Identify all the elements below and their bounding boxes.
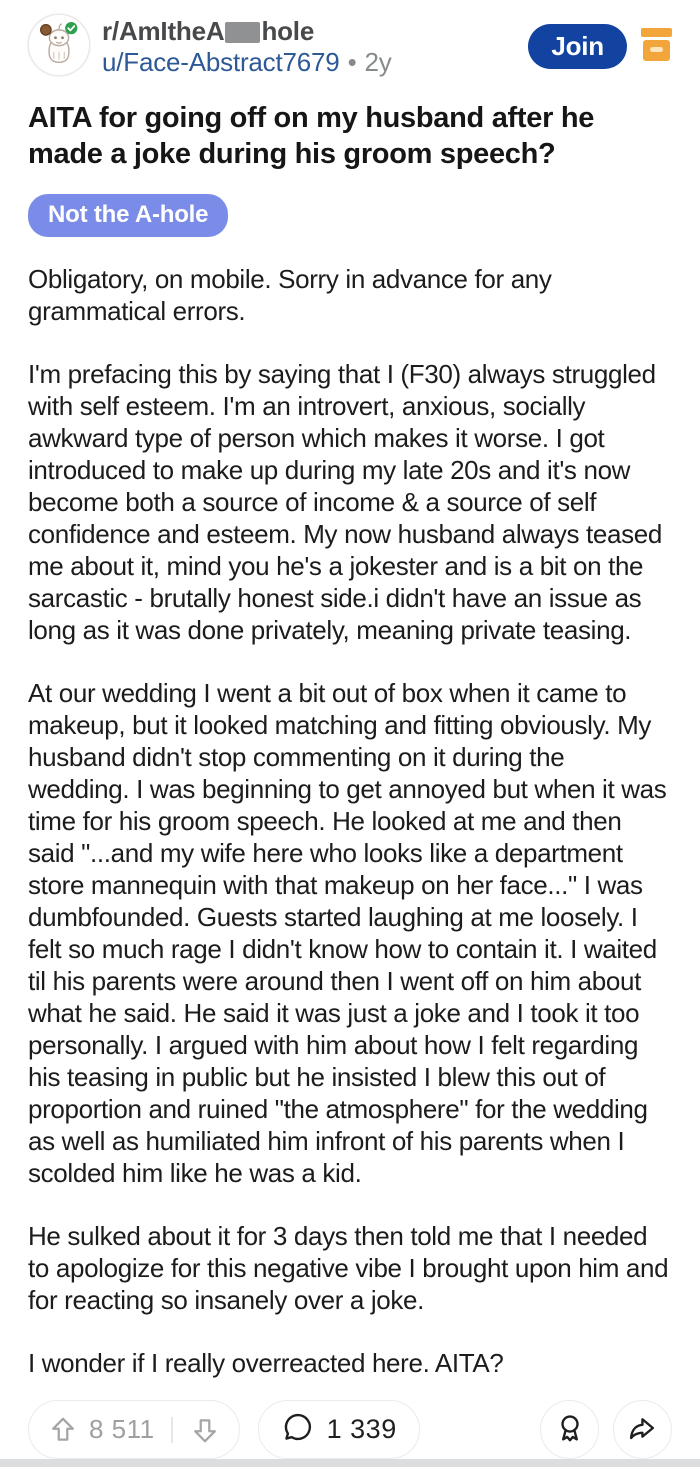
share-button[interactable] (613, 1400, 672, 1459)
share-arrow-icon (626, 1411, 660, 1448)
post-paragraph: Obligatory, on mobile. Sorry in advance for any grammatical errors. (28, 264, 552, 326)
post-header (28, 14, 672, 78)
speech-bubble-icon (281, 1410, 315, 1449)
header-actions (528, 14, 672, 69)
upvote-arrow-icon[interactable] (47, 1414, 79, 1446)
post-header-text (102, 14, 516, 78)
post-meta (102, 46, 516, 78)
bottom-divider-strip (0, 1459, 700, 1467)
comment-count: 1 339 (326, 1414, 397, 1444)
subreddit-avatar[interactable] (28, 14, 90, 76)
vote-pill (28, 1400, 240, 1459)
post-paragraph: I wonder if I really overreacted here. AITA? (28, 1348, 504, 1378)
award-medal-icon (553, 1411, 587, 1448)
vote-divider (171, 1417, 173, 1443)
subreddit-name-suffix: hole (261, 16, 315, 46)
snoo-avatar-icon (31, 15, 87, 76)
post-paragraph: I'm prefacing this by saying that I (F30) always struggled with self esteem. I'm an introvert, anxious, socially awkward type of person which makes it worse. I got introduced to make up during my late 20s and it's now become both a source of income & a source of self confidence and esteem. My now husband always teased me about it, mind you he's a jokester and is a bit on the sarcastic - brutally honest side.i didn't have an issue as long as it was done privately, meaning private teasing. (28, 359, 662, 645)
award-button[interactable] (540, 1400, 599, 1459)
post-paragraph: At our wedding I went a bit out of box when it came to makeup, but it looked matching and fitting obviously. My husband didn't stop commenting on it during the wedding. I was beginning to get annoyed but when it was time for his groom speech. He looked at me and then said "...and my wife here who looks like a department store mannequin with that makeup on her face..." I was dumbfounded. Guests started laughing at me loosely. I felt so much rage I didn't know how to contain it. I waited til his parents were around then I went off on him about what he said. He said it was just a joke and I took it too personally. I argued with him about how I felt regarding his teasing in public but he insisted I blew this out of proportion and ruined "the atmosphere" for the wedding as well as humiliated him infront of his parents when I scolded him like he was a kid. (28, 678, 667, 1188)
subreddit-name[interactable] (102, 16, 516, 46)
comments-button[interactable] (258, 1400, 420, 1459)
author-link[interactable]: u/Face-Abstract7679 (102, 47, 340, 77)
upvote-count: 8 511 (89, 1414, 155, 1444)
post-title: AITA for going off on my husband after he made a joke during his groom speech? (28, 102, 595, 170)
censor-block (225, 22, 260, 43)
downvote-arrow-icon[interactable] (189, 1414, 221, 1446)
post-age: 2y (364, 47, 392, 77)
subreddit-name-prefix: r/AmItheA (102, 16, 225, 46)
archive-box-icon[interactable] (641, 28, 672, 66)
flair-badge[interactable]: Not the A-hole (28, 194, 228, 237)
post-paragraph: He sulked about it for 3 days then told me that I needed to apologize for this negative vibe I brought upon him and for reacting so insanely over a joke. (28, 1221, 669, 1315)
archive-box-lid (641, 28, 672, 37)
post-action-bar (28, 1400, 672, 1459)
join-button[interactable]: Join (528, 24, 627, 69)
post-body (28, 263, 672, 1379)
meta-separator: • (347, 47, 357, 77)
archive-box-dash (650, 47, 663, 52)
